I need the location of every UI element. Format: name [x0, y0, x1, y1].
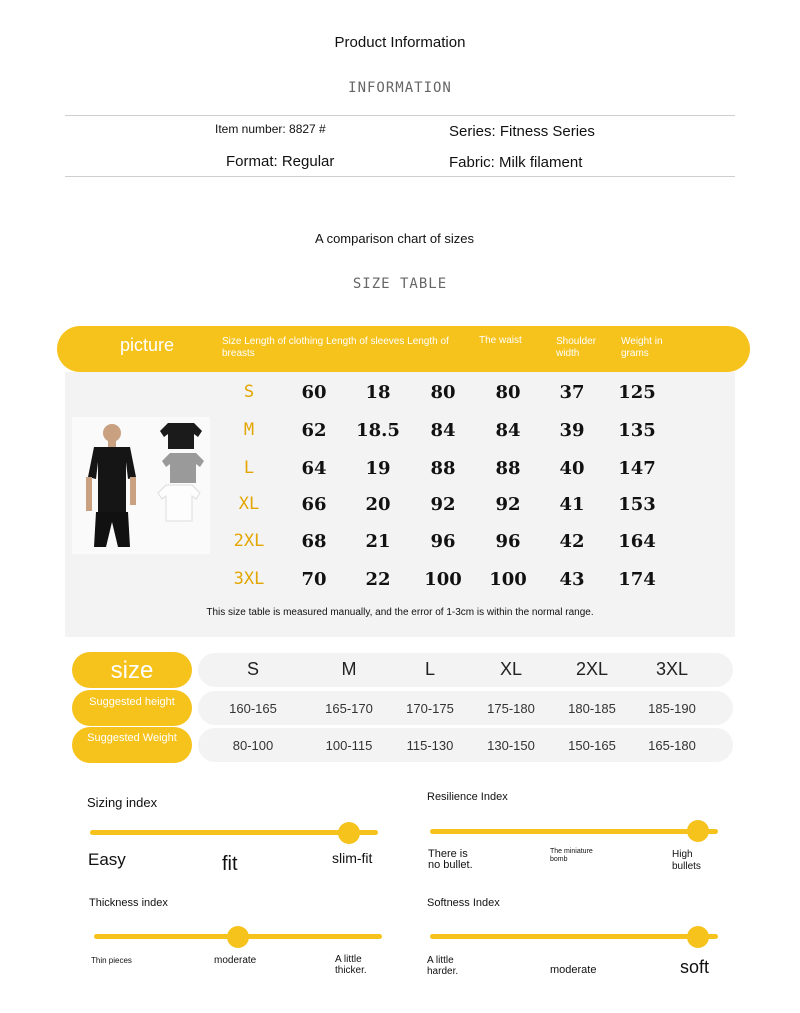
suggest-size-cell: XL — [499, 659, 523, 679]
height-pill — [72, 690, 192, 726]
format: Format: Regular — [226, 153, 335, 170]
weight-pill-label: Suggested Weight — [87, 732, 177, 744]
softness-left-label: A little harder. — [427, 955, 459, 977]
softness-index-knob — [687, 926, 709, 948]
size-table-cell: 19 — [365, 458, 391, 479]
suggest-size-cell: S — [246, 659, 259, 679]
size-table-cell: 92 — [495, 494, 521, 515]
size-table-cell: 18.5 — [356, 420, 400, 441]
size-table-cell: 42 — [559, 531, 585, 552]
col-header-waist: The waist — [479, 335, 522, 346]
suggest-weight-cell: 150-165 — [568, 738, 616, 753]
size-row-label: S — [243, 382, 255, 402]
suggest-weight-cell: 165-180 — [648, 738, 696, 753]
resilience-index-title: Resilience Index — [427, 791, 508, 803]
item-number: Item number: 8827 # — [215, 122, 326, 136]
softness-right-label: soft — [680, 957, 710, 977]
resilience-left-label: There is no bullet. — [428, 848, 473, 871]
size-table-cell: 135 — [618, 420, 656, 441]
softness-mid-label: moderate — [550, 964, 597, 976]
size-row-label: 2XL — [233, 531, 265, 551]
size-row-label: XL — [238, 494, 260, 514]
size-table-subheading: SIZE TABLE — [352, 276, 448, 292]
picture-header: picture — [120, 335, 175, 355]
fabric: Fabric: Milk filament — [449, 154, 583, 171]
thickness-left-label: Thin pieces — [91, 956, 132, 965]
resilience-index-knob — [687, 820, 709, 842]
thickness-mid-label: moderate — [214, 955, 257, 966]
size-table-cell: 80 — [495, 382, 521, 403]
size-table-cell: 96 — [430, 531, 456, 552]
softness-index-track — [430, 934, 718, 939]
resilience-right-label: High bullets — [672, 849, 701, 872]
size-table-cell: 21 — [365, 531, 391, 552]
size-table-cell: 22 — [365, 569, 391, 590]
suggest-height-cell: 160-165 — [229, 701, 277, 716]
suggest-weight-cell: 115-130 — [406, 738, 454, 753]
size-table-cell: 164 — [618, 531, 656, 552]
col-header-measurements: Size Length of clothing Length of sleeves Length of breasts — [222, 336, 449, 359]
product-image — [72, 417, 210, 554]
suggest-height-cell: 175-180 — [487, 701, 535, 716]
suggest-weight-cell: 80-100 — [232, 738, 274, 753]
thickness-index-title: Thickness index — [89, 897, 168, 909]
size-table-cell: 68 — [301, 531, 327, 552]
sizing-left-label: Easy — [88, 850, 126, 869]
size-table-cell: 43 — [559, 569, 585, 590]
suggest-height-cell: 165-170 — [325, 701, 373, 716]
page-subtitle: INFORMATION — [348, 80, 452, 96]
size-table-cell: 88 — [430, 458, 456, 479]
suggest-height-cell: 180-185 — [568, 701, 616, 716]
sizing-index-title: Sizing index — [87, 795, 158, 810]
size-row-label: L — [243, 458, 255, 478]
weight-pill — [72, 727, 192, 763]
size-table-cell: 37 — [559, 382, 585, 403]
size-table-cell: 66 — [301, 494, 327, 515]
height-pill-label: Suggested height — [89, 696, 175, 708]
col-header-shoulder: Shoulder width — [556, 336, 597, 359]
suggest-weight-cell: 100-115 — [325, 738, 373, 753]
suggest-weight-cell: 130-150 — [487, 738, 535, 753]
size-table-cell: 100 — [489, 569, 527, 590]
size-table-cell: 96 — [495, 531, 521, 552]
size-table-cell: 84 — [430, 420, 456, 441]
series: Series: Fitness Series — [449, 123, 595, 140]
size-table-cell: 100 — [424, 569, 462, 590]
size-table-cell: 64 — [301, 458, 327, 479]
size-pill — [72, 652, 192, 688]
size-table-cell: 125 — [618, 382, 656, 403]
thickness-right-label: A little thicker. — [335, 954, 367, 976]
size-chart-heading: A comparison chart of sizes — [315, 231, 474, 246]
resilience-index-track — [430, 829, 718, 834]
sizing-mid-label: fit — [222, 853, 238, 875]
size-table-cell: 147 — [618, 458, 656, 479]
size-row-label: 3XL — [233, 569, 265, 589]
size-table-cell: 84 — [495, 420, 521, 441]
col-header-weight: Weight in grams — [621, 336, 663, 359]
size-table-cell: 20 — [365, 494, 391, 515]
suggest-size-cell: L — [424, 659, 435, 679]
suggest-height-cell: 185-190 — [648, 701, 696, 716]
resilience-mid-label: The miniature bomb — [550, 848, 593, 863]
softness-index-title: Softness Index — [427, 897, 500, 909]
size-table-cell: 60 — [301, 382, 327, 403]
size-table-cell: 40 — [559, 458, 585, 479]
size-table-cell: 92 — [430, 494, 456, 515]
size-table-cell: 88 — [495, 458, 521, 479]
suggest-height-cell: 170-175 — [406, 701, 454, 716]
size-table-cell: 39 — [559, 420, 585, 441]
thickness-index-knob — [227, 926, 249, 948]
size-row-label: M — [243, 420, 255, 440]
suggest-size-cell: 3XL — [655, 659, 689, 679]
suggest-size-cell: M — [341, 659, 357, 679]
size-table-note: This size table is measured manually, and the error of 1-3cm is within the normal range. — [206, 607, 594, 618]
size-table-cell: 62 — [301, 420, 327, 441]
suggest-size-cell: 2XL — [575, 659, 609, 679]
page-title: Product Information — [334, 34, 466, 51]
size-table-cell: 70 — [301, 569, 327, 590]
size-pill-label: size — [110, 657, 154, 684]
size-table-cell: 41 — [559, 494, 585, 515]
size-table-cell: 153 — [618, 494, 656, 515]
size-table-cell: 80 — [430, 382, 456, 403]
sizing-right-label: slim-fit — [332, 850, 373, 866]
divider — [65, 115, 735, 116]
sizing-index-track — [90, 830, 378, 835]
divider — [65, 176, 735, 177]
sizing-index-knob — [338, 822, 360, 844]
size-table-cell: 18 — [365, 382, 391, 403]
size-table-cell: 174 — [618, 569, 656, 590]
